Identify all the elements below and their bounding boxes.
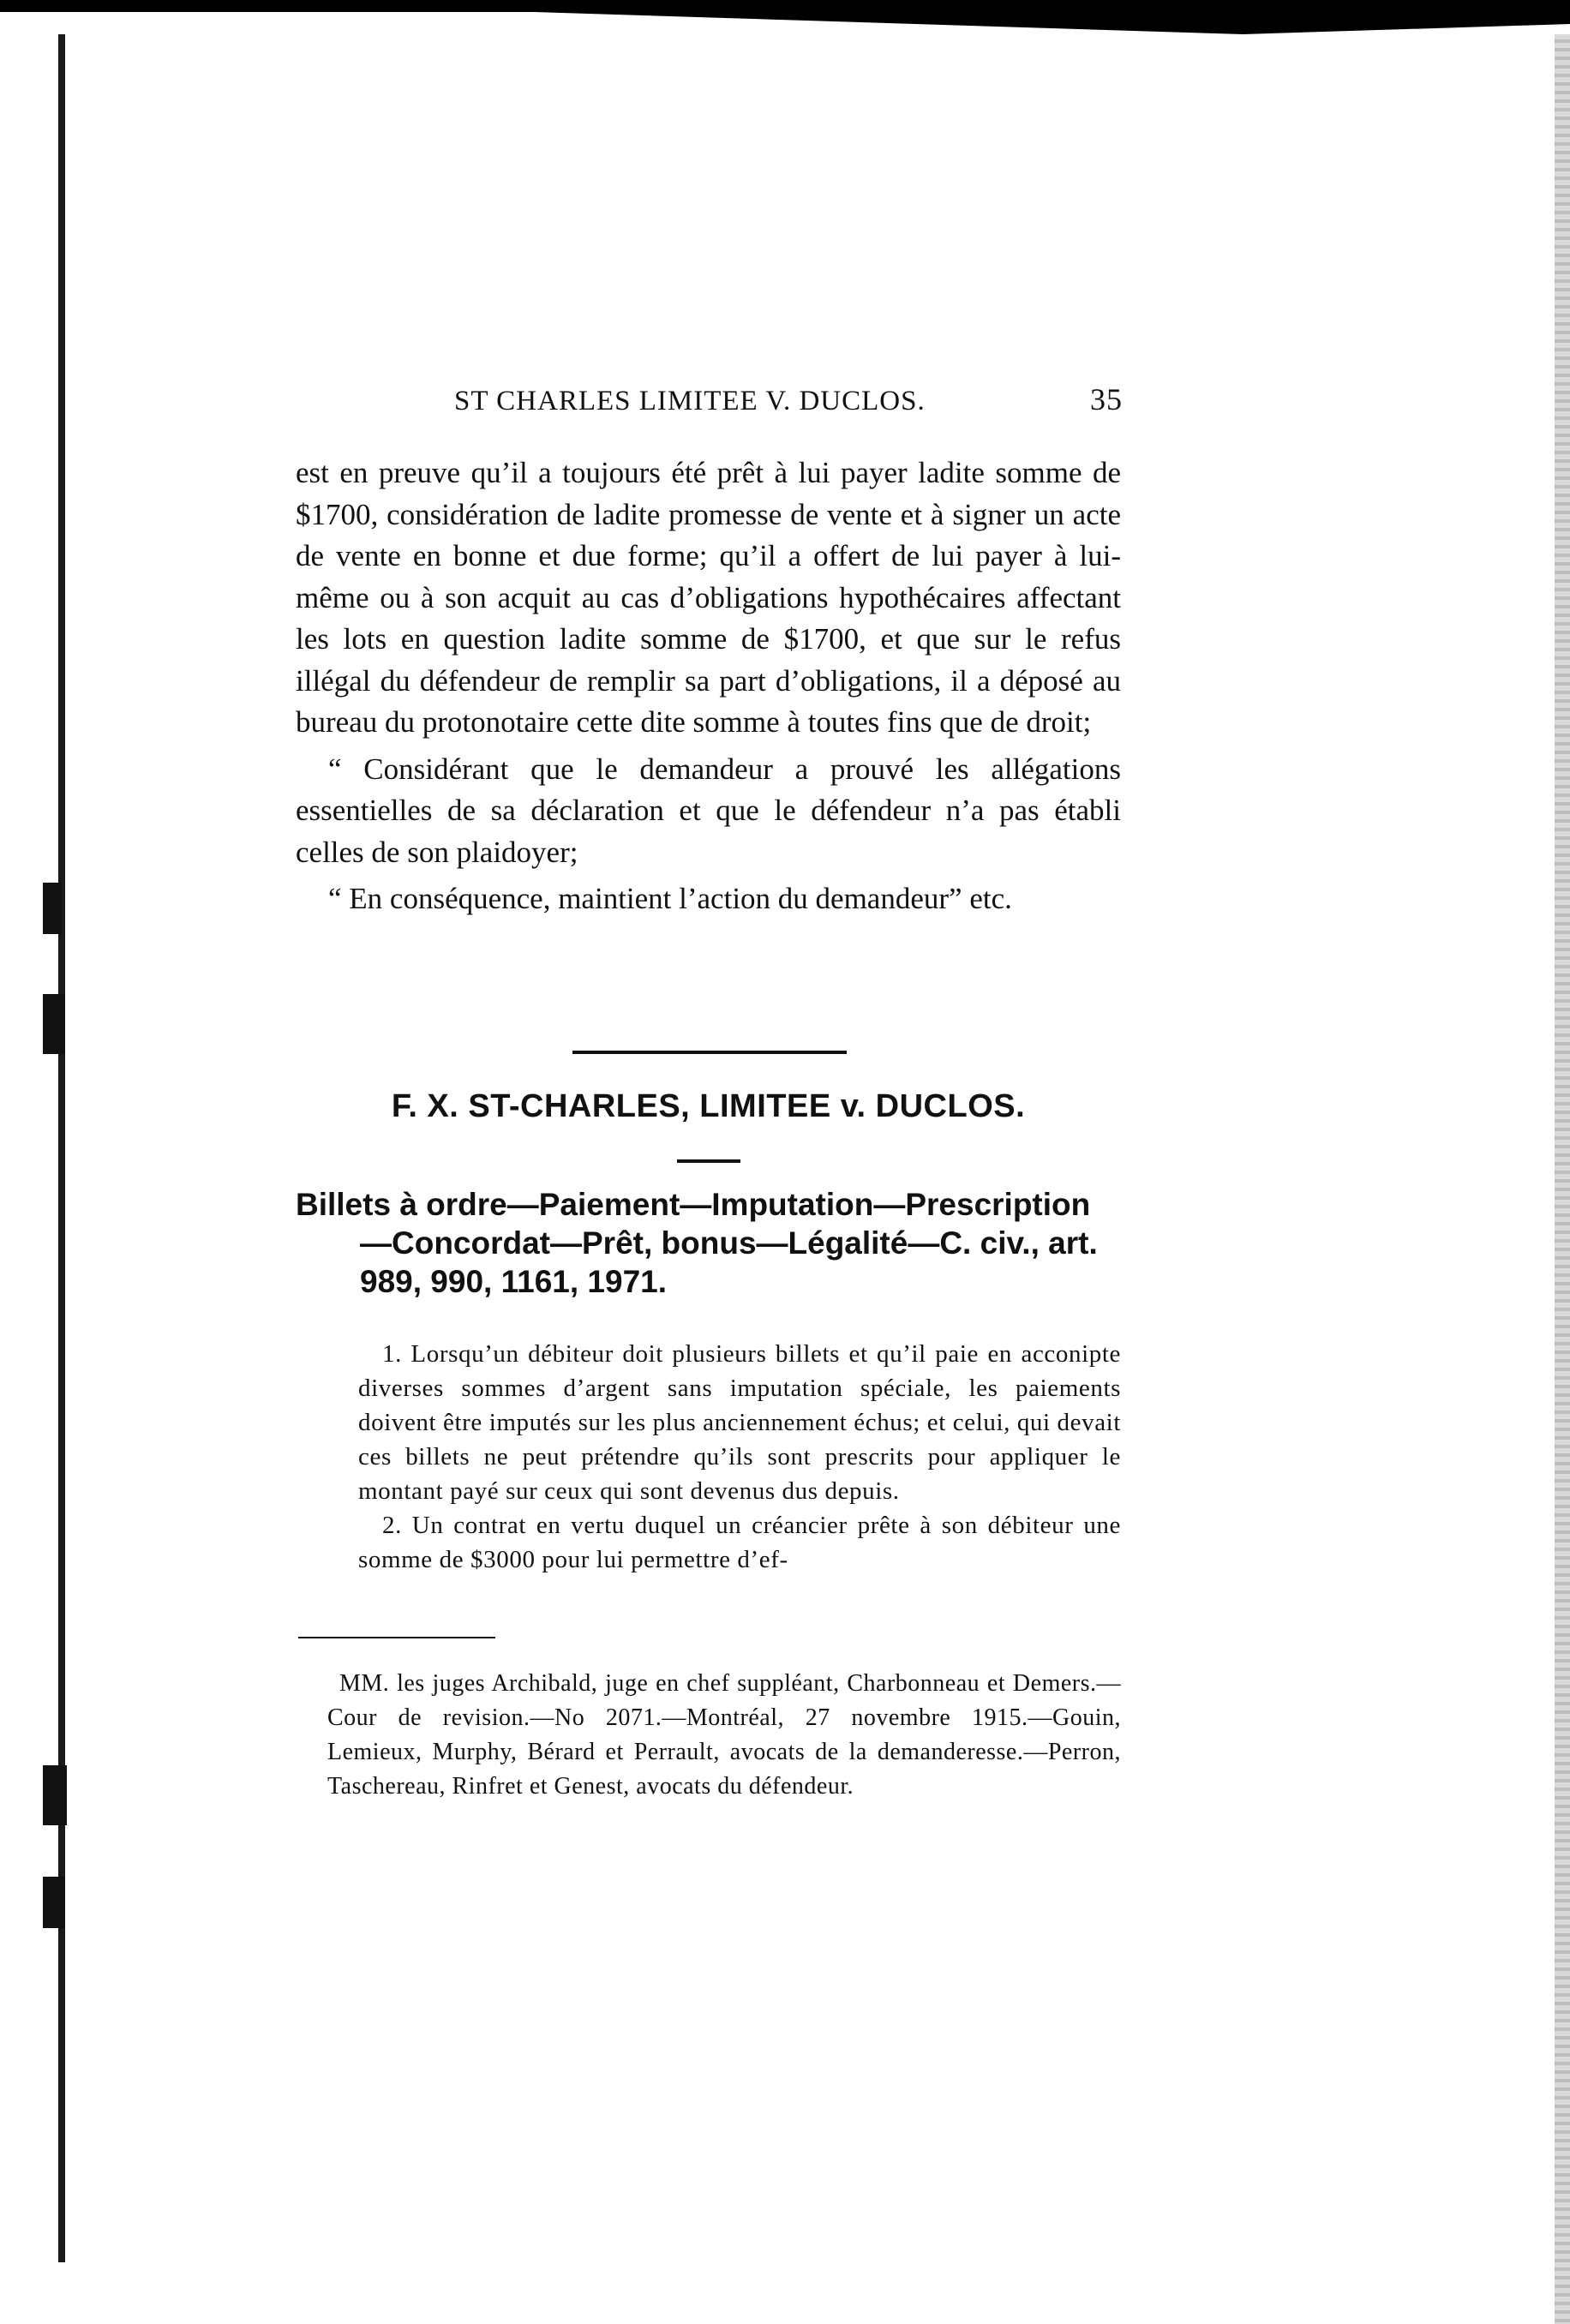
judgment-text (296, 452, 1121, 920)
footnote-rule (298, 1637, 495, 1638)
paragraph: est en preuve qu’il a toujours été prêt à lui payer ladite somme de $1700, considération de ladite promesse de vente et à signer un acte de vente en bonne et due forme; qu’il a offert de lui payer à lui-même ou à son acquit au cas d’obligations hypothécaires affectant les lots en question ladite somme de $1700, et que sur le refus illégal du défendeur de remplir sa part d’obligations, il a déposé au bureau du protonotaire cette dite somme à toutes fins que de droit; (296, 456, 1121, 739)
summary-point: 2. Un contrat en vertu duquel un créancier prête à son débiteur une somme de $3000 pour lui permettre d’ef- (358, 1512, 1121, 1573)
title-underline (677, 1159, 740, 1163)
case-title: F. X. ST-CHARLES, LIMITEE v. DUCLOS. (391, 1088, 1026, 1124)
section-divider (572, 1051, 847, 1054)
summary-point: 1. Lorsqu’un débiteur doit plusieurs billets et qu’il paie en acconipte diverses sommes d’argent sans imputation spéciale, les paiements doivent être imputés sur les plus anciennement échus; et celui, qui devait ces billets ne peut prétendre qu’ils sont prescrits pour appliquer le montant payé sur ceux qui sont devenus dus depuis. (358, 1340, 1121, 1505)
footnote: MM. les juges Archibald, juge en chef suppléant, Charbonneau et Demers.—Cour de revision.—No 2071.—Montréal, 27 novembre 1915.—Gouin, Lemieux, Murphy, Bérard et Perrault, avocats de la demanderesse.—Perron, Taschereau, Rinfret et Genest, avocats du défendeur. (327, 1670, 1121, 1800)
case-summary (358, 1337, 1121, 1577)
paragraph: “ En conséquence, maintient l’action du demandeur” etc. (328, 882, 1012, 915)
page-number: 35 (1090, 382, 1123, 416)
running-title: ST CHARLES LIMITEE V. DUCLOS. (454, 386, 926, 416)
headnote-keywords: Billets à ordre—Paiement—Imputation—Prescription—Concordat—Prêt, bonus—Légalité—C. civ., art. 989, 990, 1161, 1971. (296, 1187, 1098, 1299)
running-header (454, 381, 1123, 417)
paragraph: “ Considérant que le demandeur a prouvé les allégations essentielles de sa déclaration et que le défendeur n’a pas établi celles de son plaidoyer; (296, 752, 1121, 869)
